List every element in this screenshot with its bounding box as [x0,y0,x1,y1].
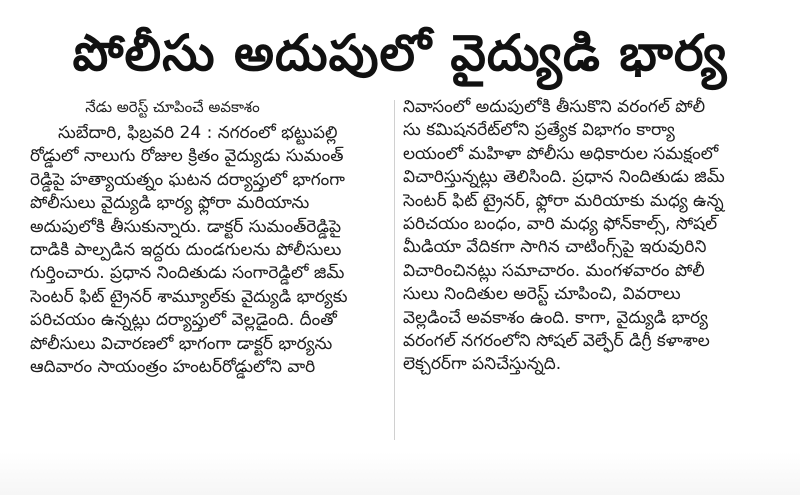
article-line: లయంలో మహిళా పోలీసు అధికారుల సమక్షంలో [403,143,719,164]
article-line: విచారించినట్లు సమాచారం. మంగళవారం పోలీ [403,260,705,281]
article-line: వెల్లడించే అవకాశం ఉంది. కాగా, వైద్యుడి భార్య [403,307,708,328]
article-line: రోడ్డులో నాలుగు రోజుల క్రితం వైద్యుడు సుమంత్‌ [30,146,344,167]
article-line: రెడ్డిపై హత్యాయత్నం ఘటన దర్యాప్తులో భాగంగా [30,169,345,190]
article-line: దాడికి పాల్పడిన ఇద్దరు దుండగులను పోలీసులు [30,240,342,261]
article-line: సుబేదారి, ఫిబ్రవరి 24 : నగరంలో భట్టుపల్లి [58,123,338,143]
article-line: సులు నిందితుల అరెస్ట్‌ చూపించి, వివరాలు [403,284,681,305]
headline: పోలీసు అదుపులో వైద్యుడి భార్య [72,24,728,82]
article-line: సు కమిషనరేట్‌లోని ప్రత్యేక విభాగం కార్యా [403,120,675,141]
article-line: పోలీసులు వైద్యుడి భార్య ఫ్లోరా మరియాను [30,193,310,214]
article-line: గుర్తించారు. ప్రధాన నిందితుడు సంగారెడ్డిలో జిమ్‌ [30,263,345,284]
left-column [30,96,385,379]
article-line: పరిచయం ఉన్నట్లు దర్యాప్తులో వెల్లడైంది. దీంతో [30,310,337,331]
article-line: నివాసంలో అదుపులోకి తీసుకొని వరంగల్‌ పోలీ [403,97,706,117]
article-line: పోలీసులు విచారణలో భాగంగా డాక్టర్‌ భార్యను [30,333,333,354]
article-line: సెంటర్‌ ఫిట్‌ ట్రైనర్‌, ఫ్లోరా మరియాకు మధ్య ఉన్న [403,190,724,211]
article-line: పరిచయం బంధం, వారి మధ్య ఫోన్‌కాల్స్‌, సోషల్‌ [403,214,718,235]
article-line: మీడియా వేదికగా సాగిన చాటింగ్స్‌పై ఇరువురిని [403,237,707,258]
article-line: విచారిస్తున్నట్లు తెలిసింది. ప్రధాన నిందితుడు జిమ్‌ [403,167,725,188]
article-line: సెంటర్‌ ఫిట్‌ ట్రైనర్‌ శామ్యూల్‌కు వైద్యుడి భార్యకు [30,286,348,307]
column-divider [394,100,395,440]
article-line: అదుపులోకి తీసుకున్నారు. డాక్టర్‌ సుమంత్‌రెడ్డిపై [30,216,342,237]
article-line: వరంగల్‌ నగరంలోని సోషల్‌ వెల్ఫేర్‌ డిగ్రీ కళాశాల [403,331,710,352]
subheadline: నేడు అరెస్ట్‌ చూపించే అవకాశం [85,98,260,116]
article-line: లెక్చరర్‌గా పనిచేస్తున్నది. [403,354,562,375]
right-column [403,96,763,377]
article-line: ఆదివారం సాయంత్రం హంటర్‌రోడ్డులోని వారి [30,357,316,378]
page-bottom-margin [0,452,800,495]
